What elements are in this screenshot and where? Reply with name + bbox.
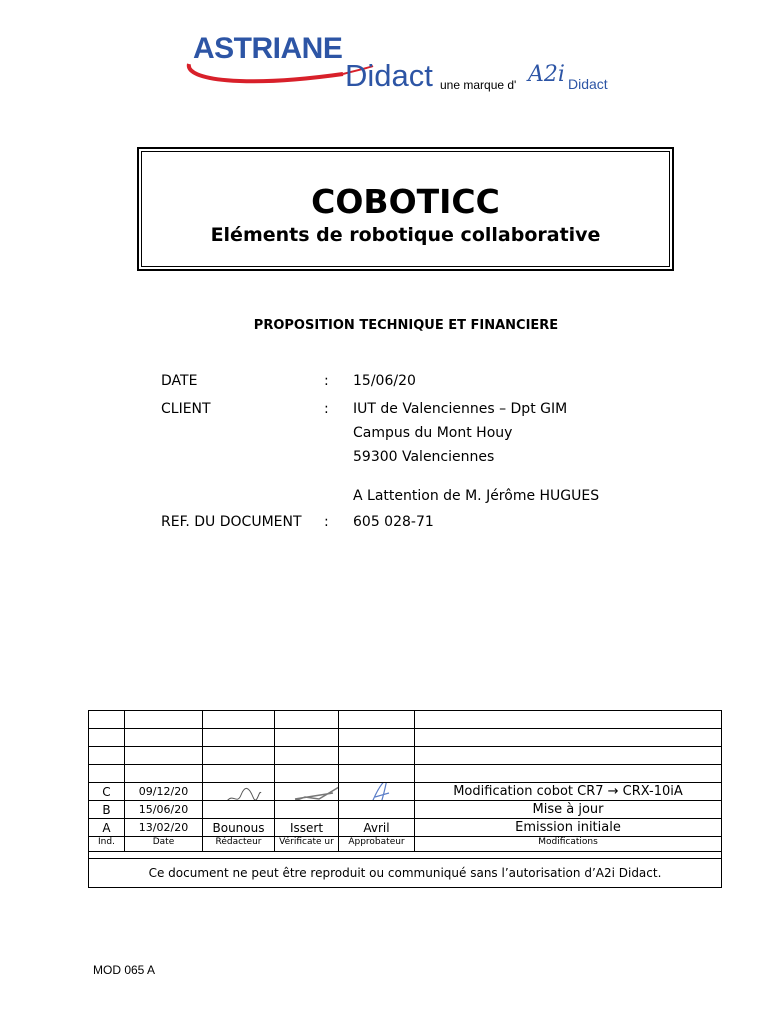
header-redacteur: Rédacteur	[203, 837, 275, 852]
client-line-3: 59300 Valenciennes	[353, 449, 495, 465]
revision-header-row	[89, 837, 722, 852]
rev-ind: C	[89, 783, 125, 801]
table-row	[89, 729, 722, 747]
signature-approbateur	[361, 783, 401, 801]
client-colon: :	[324, 401, 329, 417]
company-logo	[183, 30, 633, 100]
ref-colon: :	[324, 514, 329, 530]
rev-approbateur	[339, 801, 415, 819]
table-row	[89, 711, 722, 729]
revision-table	[88, 710, 722, 888]
rev-modification: Mise à jour	[415, 801, 722, 819]
header-ind: Ind.	[89, 837, 125, 852]
attention-line: A Lattention de M. Jérôme HUGUES	[353, 488, 600, 504]
proposition-heading: PROPOSITION TECHNIQUE ET FINANCIERE	[253, 318, 559, 333]
a2i-didact-wordmark: Didact	[568, 76, 608, 92]
astriane-wordmark: ASTRIANE	[193, 32, 343, 65]
rev-date: 15/06/20	[125, 801, 203, 819]
header-verificateur: Vérificate ur	[275, 837, 339, 852]
rev-verificateur: Issert	[275, 819, 339, 837]
table-row	[89, 765, 722, 783]
rev-date: 13/02/20	[125, 819, 203, 837]
signature-redacteur	[223, 783, 263, 801]
rev-modification: Emission initiale	[415, 819, 722, 837]
date-colon: :	[324, 373, 329, 389]
rev-approbateur: Avril	[339, 819, 415, 837]
une-marque-text: une marque d'	[440, 78, 517, 92]
rev-ind: B	[89, 801, 125, 819]
form-code: MOD 065 A	[93, 963, 156, 977]
date-label: DATE	[161, 373, 198, 389]
reproduction-notice: Ce document ne peut être reproduit ou communiqué sans l’autorisation d’A2i Didact.	[89, 859, 722, 888]
revision-row-b	[89, 801, 722, 819]
rev-verificateur	[275, 801, 339, 819]
a2i-wordmark: A2i	[528, 62, 565, 87]
rev-redacteur	[203, 783, 275, 801]
header-date: Date	[125, 837, 203, 852]
table-row	[89, 747, 722, 765]
rev-approbateur	[339, 783, 415, 801]
rev-ind: A	[89, 819, 125, 837]
rev-date: 09/12/20	[125, 783, 203, 801]
document-title: COBOTICC	[311, 182, 500, 221]
table-footer-row	[89, 859, 722, 888]
date-value: 15/06/20	[353, 373, 416, 389]
rev-verificateur	[275, 783, 339, 801]
ref-value: 605 028-71	[353, 514, 434, 530]
title-box	[137, 147, 674, 271]
didact-wordmark: Didact	[345, 58, 433, 93]
header-modifications: Modifications	[415, 837, 722, 852]
table-gap	[89, 852, 722, 859]
document-subtitle: Eléments de robotique collaborative	[210, 224, 601, 246]
client-label: CLIENT	[161, 401, 211, 417]
revision-row-c	[89, 783, 722, 801]
signature-verificateur	[285, 783, 339, 801]
rev-modification: Modification cobot CR7 → CRX-10iA	[415, 783, 722, 801]
header-approbateur: Approbateur	[339, 837, 415, 852]
rev-redacteur: Bounous	[203, 819, 275, 837]
rev-redacteur	[203, 801, 275, 819]
client-line-2: Campus du Mont Houy	[353, 425, 513, 441]
client-line-1: IUT de Valenciennes – Dpt GIM	[353, 401, 568, 417]
revision-row-a	[89, 819, 722, 837]
ref-label: REF. DU DOCUMENT	[161, 514, 302, 530]
